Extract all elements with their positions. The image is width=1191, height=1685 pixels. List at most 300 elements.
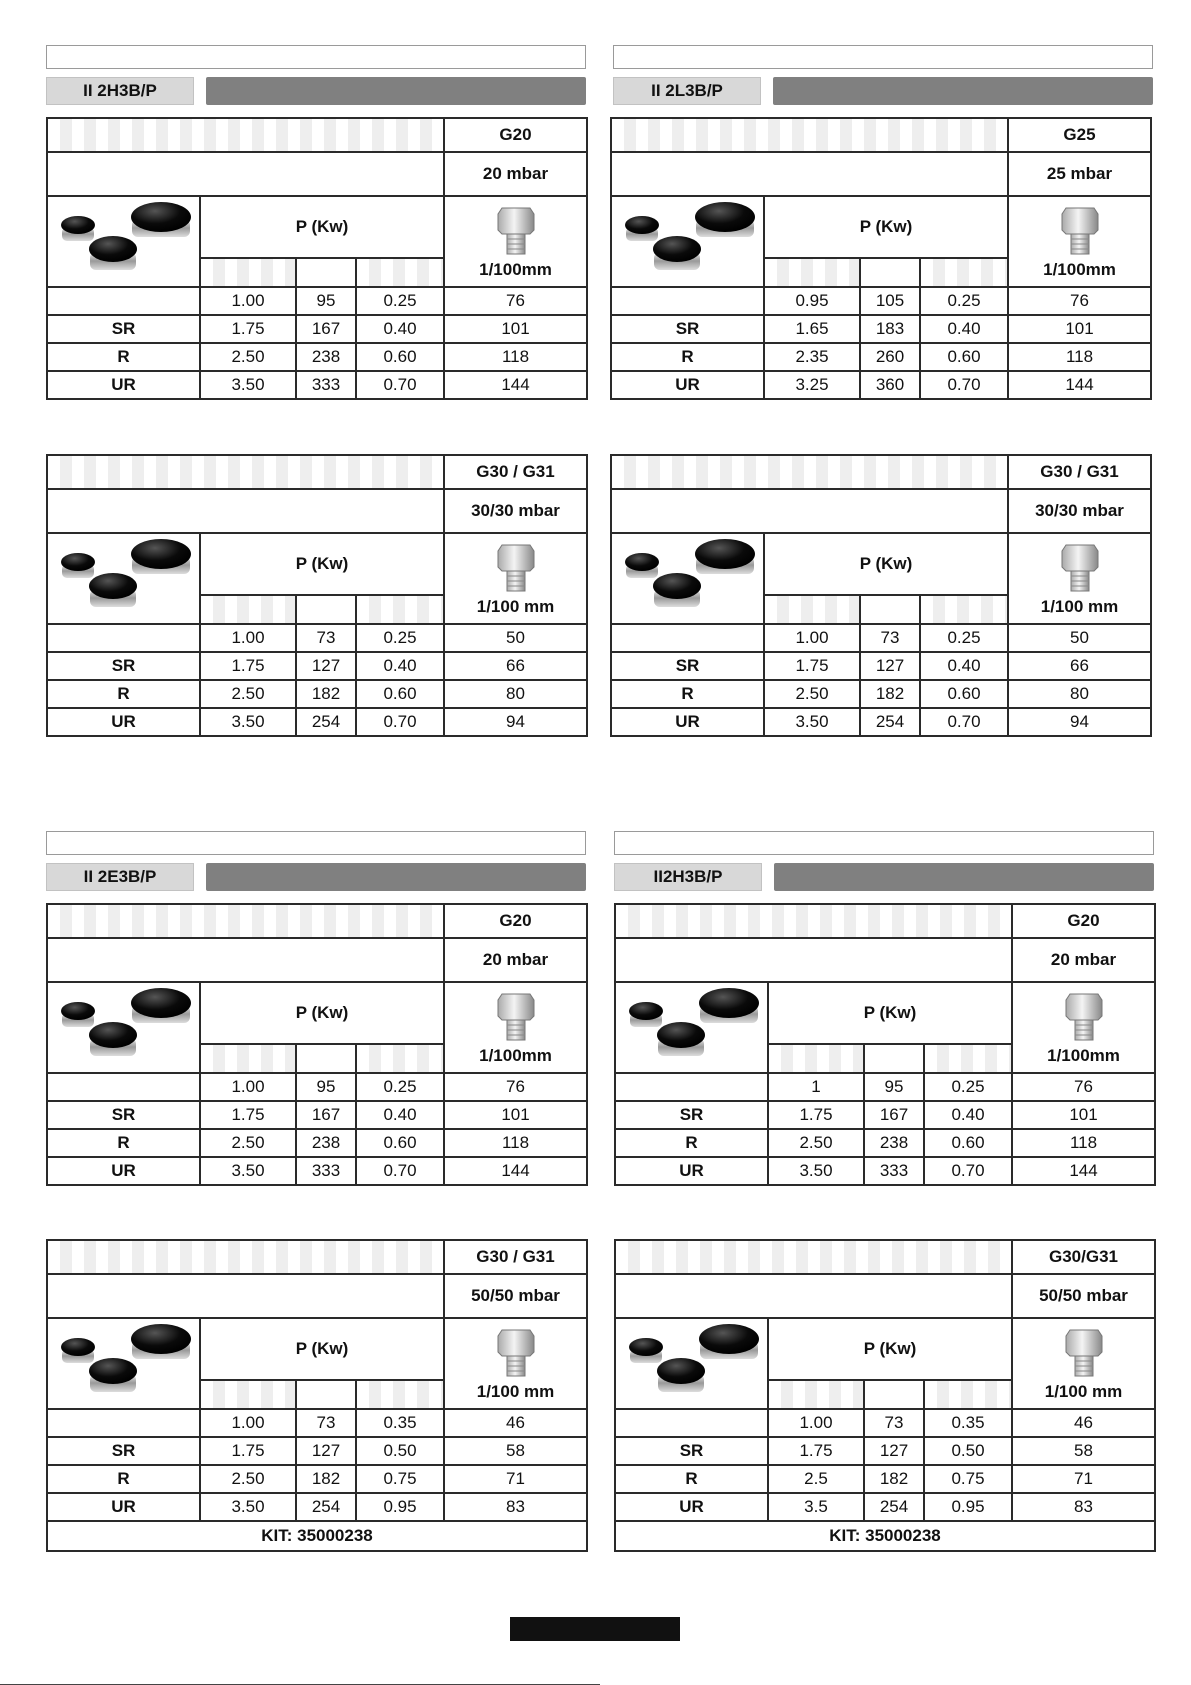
injector-table	[46, 454, 588, 737]
table-cell: 3.50	[200, 1157, 296, 1185]
burner-code: SR	[615, 1437, 768, 1465]
injector-table	[614, 1239, 1156, 1552]
power-header: P (Kw)	[200, 196, 444, 258]
table-cell: 0.70	[920, 371, 1008, 399]
subheader-cell	[924, 1044, 1012, 1073]
nozzle-unit: 1/100 mm	[1040, 596, 1119, 616]
table-row	[611, 708, 1151, 736]
burner-caps-image	[622, 1319, 762, 1403]
table-cell: 144	[1012, 1157, 1155, 1185]
table-cell: 0.25	[356, 287, 444, 315]
table-cell: 2.50	[764, 680, 860, 708]
table-cell: 73	[296, 624, 356, 652]
table-cell: 101	[444, 1101, 587, 1129]
injector-table	[46, 1239, 588, 1552]
burner-caps-image	[54, 197, 194, 281]
gas-type: G25	[1008, 118, 1151, 152]
subheader-cell	[200, 1044, 296, 1073]
table-cell: 0.70	[356, 1157, 444, 1185]
header-bar	[773, 77, 1153, 105]
burner-code: UR	[611, 708, 764, 736]
table-cell: 127	[864, 1437, 924, 1465]
burner-type-header	[611, 118, 1008, 152]
burner-code: R	[611, 680, 764, 708]
table-cell: 1.00	[768, 1409, 864, 1437]
title-bar-empty	[46, 45, 586, 69]
table-cell: 3.50	[200, 708, 296, 736]
burner-image-cell	[611, 196, 764, 287]
subheader-cell	[200, 1380, 296, 1409]
pressure-header-blank	[611, 152, 1008, 196]
table-cell: 0.60	[920, 343, 1008, 371]
table-cell: 95	[296, 1073, 356, 1101]
burner-code: R	[47, 1465, 200, 1493]
table-cell: 167	[864, 1101, 924, 1129]
table-cell: 1.00	[200, 287, 296, 315]
title-bar-empty	[614, 831, 1154, 855]
subheader-cell	[764, 595, 860, 624]
table-row	[615, 1073, 1155, 1101]
table-cell: 101	[444, 315, 587, 343]
table-row	[615, 1101, 1155, 1129]
nozzle-header	[1008, 196, 1151, 287]
table-cell: 83	[1012, 1493, 1155, 1521]
subheader-cell	[920, 595, 1008, 624]
gas-type: G30 / G31	[444, 1240, 587, 1274]
gas-pressure: 20 mbar	[444, 152, 587, 196]
burner-code	[611, 287, 764, 315]
pressure-header-blank	[47, 938, 444, 982]
table-cell: 0.35	[356, 1409, 444, 1437]
burner-caps-image	[54, 534, 194, 618]
subheader-cell	[768, 1380, 864, 1409]
footer-page-block	[510, 1617, 680, 1641]
table-cell: 0.60	[356, 343, 444, 371]
nozzle-unit: 1/100 mm	[1044, 1381, 1123, 1401]
table-row	[615, 1465, 1155, 1493]
subheader-cell	[864, 1044, 924, 1073]
table-cell: 1.75	[768, 1101, 864, 1129]
table-cell: 76	[1012, 1073, 1155, 1101]
table-cell: 50	[444, 624, 587, 652]
table-cell: 0.50	[356, 1437, 444, 1465]
subheader-cell	[356, 1380, 444, 1409]
table-row	[47, 1465, 587, 1493]
burner-type-header	[47, 1240, 444, 1274]
table-cell: 0.40	[356, 652, 444, 680]
subheader-cell	[200, 595, 296, 624]
burner-image-cell	[47, 196, 200, 287]
nozzle-unit: 1/100mm	[1043, 259, 1116, 279]
nozzle-header	[444, 196, 587, 287]
table-cell: 0.60	[920, 680, 1008, 708]
pressure-header-blank	[615, 1274, 1012, 1318]
table-cell: 80	[444, 680, 587, 708]
gas-pressure: 50/50 mbar	[444, 1274, 587, 1318]
injector-table	[46, 117, 588, 400]
table-cell: 333	[296, 1157, 356, 1185]
table-row	[47, 680, 587, 708]
table-cell: 0.40	[920, 315, 1008, 343]
table-row	[615, 1409, 1155, 1437]
table-cell: 238	[296, 1129, 356, 1157]
table-cell: 58	[1012, 1437, 1155, 1465]
table-cell: 1.65	[764, 315, 860, 343]
power-header: P (Kw)	[200, 1318, 444, 1380]
table-cell: 260	[860, 343, 920, 371]
table-cell: 73	[864, 1409, 924, 1437]
gas-pressure: 30/30 mbar	[1008, 489, 1151, 533]
power-header: P (Kw)	[200, 533, 444, 595]
subheader-cell	[764, 258, 860, 287]
table-cell: 182	[296, 1465, 356, 1493]
burner-type-header	[611, 455, 1008, 489]
burner-code	[47, 287, 200, 315]
burner-type-header	[47, 904, 444, 938]
power-header: P (Kw)	[200, 982, 444, 1044]
country-code: II2H3B/P	[614, 863, 762, 891]
table-cell: 0.40	[356, 315, 444, 343]
burner-image-cell	[615, 982, 768, 1073]
table-cell: 71	[444, 1465, 587, 1493]
burner-code: SR	[611, 315, 764, 343]
table-cell: 105	[860, 287, 920, 315]
subheader-cell	[356, 595, 444, 624]
table-row	[47, 1129, 587, 1157]
burner-type-header	[615, 904, 1012, 938]
table-cell: 183	[860, 315, 920, 343]
table-row	[611, 624, 1151, 652]
nozzle-unit: 1/100 mm	[476, 596, 555, 616]
subheader-cell	[356, 1044, 444, 1073]
table-cell: 50	[1008, 624, 1151, 652]
burner-caps-image	[54, 1319, 194, 1403]
burner-image-cell	[615, 1318, 768, 1409]
burner-code: UR	[611, 371, 764, 399]
table-cell: 3.50	[200, 1493, 296, 1521]
table-cell: 1.00	[200, 624, 296, 652]
table-cell: 0.25	[920, 287, 1008, 315]
table-cell: 254	[296, 1493, 356, 1521]
table-cell: 0.95	[356, 1493, 444, 1521]
nozzle-icon	[1064, 990, 1104, 1044]
gas-type: G20	[444, 904, 587, 938]
panel-1	[613, 45, 1153, 105]
subheader-cell	[296, 258, 356, 287]
table-cell: 71	[1012, 1465, 1155, 1493]
table-cell: 0.25	[356, 1073, 444, 1101]
table-cell: 118	[444, 1129, 587, 1157]
gas-pressure: 50/50 mbar	[1012, 1274, 1155, 1318]
table-cell: 1.75	[768, 1437, 864, 1465]
table-cell: 0.25	[924, 1073, 1012, 1101]
table-cell: 2.50	[200, 680, 296, 708]
burner-code: R	[47, 680, 200, 708]
table-row	[615, 1157, 1155, 1185]
table-cell: 94	[444, 708, 587, 736]
burner-code	[615, 1409, 768, 1437]
header-bar	[774, 863, 1154, 891]
burner-image-cell	[47, 533, 200, 624]
burner-code: UR	[615, 1157, 768, 1185]
country-code: II 2L3B/P	[613, 77, 761, 105]
table-cell: 0.60	[356, 680, 444, 708]
table-row	[611, 371, 1151, 399]
table-cell: 1.75	[200, 1101, 296, 1129]
table-cell: 0.75	[356, 1465, 444, 1493]
table-cell: 76	[1008, 287, 1151, 315]
table-row	[615, 1129, 1155, 1157]
table-cell: 0.60	[356, 1129, 444, 1157]
table-row	[611, 680, 1151, 708]
subheader-cell	[864, 1380, 924, 1409]
nozzle-header	[444, 533, 587, 624]
subheader-cell	[920, 258, 1008, 287]
burner-image-cell	[47, 1318, 200, 1409]
injector-table	[614, 903, 1156, 1186]
subheader-cell	[356, 258, 444, 287]
burner-code	[611, 624, 764, 652]
burner-code: R	[615, 1465, 768, 1493]
power-header: P (Kw)	[764, 533, 1008, 595]
burner-code	[47, 1073, 200, 1101]
table-cell: 0.70	[356, 708, 444, 736]
nozzle-header	[1012, 982, 1155, 1073]
table-cell: 2.50	[200, 1465, 296, 1493]
table-row	[47, 343, 587, 371]
country-code: II 2H3B/P	[46, 77, 194, 105]
burner-code: SR	[611, 652, 764, 680]
power-header: P (Kw)	[764, 196, 1008, 258]
nozzle-icon	[496, 204, 536, 258]
gas-type: G20	[1012, 904, 1155, 938]
burner-code: R	[611, 343, 764, 371]
table-cell: 3.5	[768, 1493, 864, 1521]
burner-code: UR	[47, 1157, 200, 1185]
table-cell: 144	[444, 1157, 587, 1185]
burner-code: UR	[47, 1493, 200, 1521]
table-cell: 167	[296, 1101, 356, 1129]
table-cell: 2.35	[764, 343, 860, 371]
gas-type: G20	[444, 118, 587, 152]
table-cell: 1.00	[200, 1409, 296, 1437]
table-cell: 254	[864, 1493, 924, 1521]
table-cell: 238	[864, 1129, 924, 1157]
burner-code: R	[615, 1129, 768, 1157]
table-row	[611, 315, 1151, 343]
table-cell: 127	[296, 652, 356, 680]
subheader-cell	[860, 258, 920, 287]
table-cell: 182	[864, 1465, 924, 1493]
table-cell: 101	[1012, 1101, 1155, 1129]
header-bar	[206, 863, 586, 891]
table-cell: 3.50	[200, 371, 296, 399]
burner-type-header	[47, 455, 444, 489]
burner-caps-image	[622, 983, 762, 1067]
subheader-cell	[924, 1380, 1012, 1409]
subheader-cell	[860, 595, 920, 624]
table-cell: 58	[444, 1437, 587, 1465]
burner-code: UR	[47, 371, 200, 399]
table-cell: 360	[860, 371, 920, 399]
burner-code: UR	[47, 708, 200, 736]
burner-code: SR	[47, 652, 200, 680]
table-cell: 144	[1008, 371, 1151, 399]
power-header: P (Kw)	[768, 1318, 1012, 1380]
panel-0	[46, 45, 586, 105]
table-cell: 1.00	[200, 1073, 296, 1101]
table-cell: 0.70	[356, 371, 444, 399]
table-cell: 0.60	[924, 1129, 1012, 1157]
nozzle-unit: 1/100mm	[479, 259, 552, 279]
table-cell: 0.35	[924, 1409, 1012, 1437]
table-cell: 0.40	[924, 1101, 1012, 1129]
gas-type: G30/G31	[1012, 1240, 1155, 1274]
title-bar-empty	[613, 45, 1153, 69]
table-cell: 76	[444, 1073, 587, 1101]
table-cell: 0.40	[356, 1101, 444, 1129]
nozzle-unit: 1/100mm	[1047, 1045, 1120, 1065]
pressure-header-blank	[47, 489, 444, 533]
injector-table	[610, 454, 1152, 737]
table-cell: 254	[296, 708, 356, 736]
table-cell: 0.50	[924, 1437, 1012, 1465]
table-cell: 95	[864, 1073, 924, 1101]
pressure-header-blank	[47, 152, 444, 196]
table-cell: 127	[296, 1437, 356, 1465]
table-cell: 3.25	[764, 371, 860, 399]
burner-code: SR	[615, 1101, 768, 1129]
panel-2	[46, 831, 586, 891]
burner-code: R	[47, 343, 200, 371]
nozzle-icon	[496, 1326, 536, 1380]
table-cell: 76	[444, 287, 587, 315]
burner-code	[47, 624, 200, 652]
table-cell: 95	[296, 287, 356, 315]
table-cell: 1.75	[200, 1437, 296, 1465]
nozzle-unit: 1/100 mm	[476, 1381, 555, 1401]
table-cell: 182	[296, 680, 356, 708]
nozzle-icon	[496, 990, 536, 1044]
burner-code	[47, 1409, 200, 1437]
nozzle-icon	[1060, 204, 1100, 258]
table-cell: 333	[864, 1157, 924, 1185]
table-cell: 46	[444, 1409, 587, 1437]
table-row	[47, 1409, 587, 1437]
table-row	[47, 1493, 587, 1521]
pressure-header-blank	[611, 489, 1008, 533]
table-cell: 118	[444, 343, 587, 371]
table-cell: 0.25	[920, 624, 1008, 652]
burner-type-header	[47, 118, 444, 152]
table-cell: 73	[860, 624, 920, 652]
nozzle-icon	[1064, 1326, 1104, 1380]
subheader-cell	[768, 1044, 864, 1073]
burner-code: R	[47, 1129, 200, 1157]
table-cell: 0.70	[924, 1157, 1012, 1185]
burner-code: SR	[47, 1437, 200, 1465]
pressure-header-blank	[47, 1274, 444, 1318]
table-cell: 167	[296, 315, 356, 343]
table-cell: 1	[768, 1073, 864, 1101]
subheader-cell	[200, 258, 296, 287]
burner-image-cell	[47, 982, 200, 1073]
table-cell: 80	[1008, 680, 1151, 708]
nozzle-header	[444, 1318, 587, 1409]
table-cell: 1.75	[200, 315, 296, 343]
table-row	[47, 371, 587, 399]
table-row	[47, 1101, 587, 1129]
table-cell: 144	[444, 371, 587, 399]
burner-caps-image	[54, 983, 194, 1067]
table-row	[47, 1073, 587, 1101]
burner-code: SR	[47, 1101, 200, 1129]
burner-code: SR	[47, 315, 200, 343]
burner-code	[615, 1073, 768, 1101]
table-cell: 182	[860, 680, 920, 708]
injector-table	[46, 903, 588, 1186]
header-bar	[206, 77, 586, 105]
table-cell: 238	[296, 343, 356, 371]
table-row	[47, 287, 587, 315]
table-cell: 1.00	[764, 624, 860, 652]
burner-caps-image	[618, 197, 758, 281]
gas-pressure: 20 mbar	[1012, 938, 1155, 982]
table-cell: 1.75	[200, 652, 296, 680]
burner-image-cell	[611, 533, 764, 624]
table-row	[47, 315, 587, 343]
table-cell: 2.50	[768, 1129, 864, 1157]
table-cell: 46	[1012, 1409, 1155, 1437]
table-row	[615, 1493, 1155, 1521]
table-row	[47, 1437, 587, 1465]
subheader-cell	[296, 1380, 356, 1409]
table-cell: 0.95	[764, 287, 860, 315]
table-row	[47, 652, 587, 680]
table-row	[47, 624, 587, 652]
table-cell: 101	[1008, 315, 1151, 343]
table-row	[611, 287, 1151, 315]
nozzle-icon	[496, 541, 536, 595]
table-cell: 83	[444, 1493, 587, 1521]
nozzle-icon	[1060, 541, 1100, 595]
burner-type-header	[615, 1240, 1012, 1274]
table-cell: 2.50	[200, 1129, 296, 1157]
table-cell: 118	[1012, 1129, 1155, 1157]
table-cell: 333	[296, 371, 356, 399]
nozzle-header	[1008, 533, 1151, 624]
table-cell: 94	[1008, 708, 1151, 736]
table-cell: 66	[444, 652, 587, 680]
pressure-header-blank	[615, 938, 1012, 982]
gas-type: G30 / G31	[444, 455, 587, 489]
table-row	[47, 1157, 587, 1185]
table-cell: 3.50	[768, 1157, 864, 1185]
subheader-cell	[296, 1044, 356, 1073]
table-row	[611, 343, 1151, 371]
table-row	[611, 652, 1151, 680]
gas-pressure: 30/30 mbar	[444, 489, 587, 533]
table-cell: 127	[860, 652, 920, 680]
table-cell: 0.25	[356, 624, 444, 652]
burner-caps-image	[618, 534, 758, 618]
burner-code: UR	[615, 1493, 768, 1521]
subheader-cell	[296, 595, 356, 624]
power-header: P (Kw)	[768, 982, 1012, 1044]
table-cell: 73	[296, 1409, 356, 1437]
nozzle-header	[1012, 1318, 1155, 1409]
nozzle-unit: 1/100mm	[479, 1045, 552, 1065]
